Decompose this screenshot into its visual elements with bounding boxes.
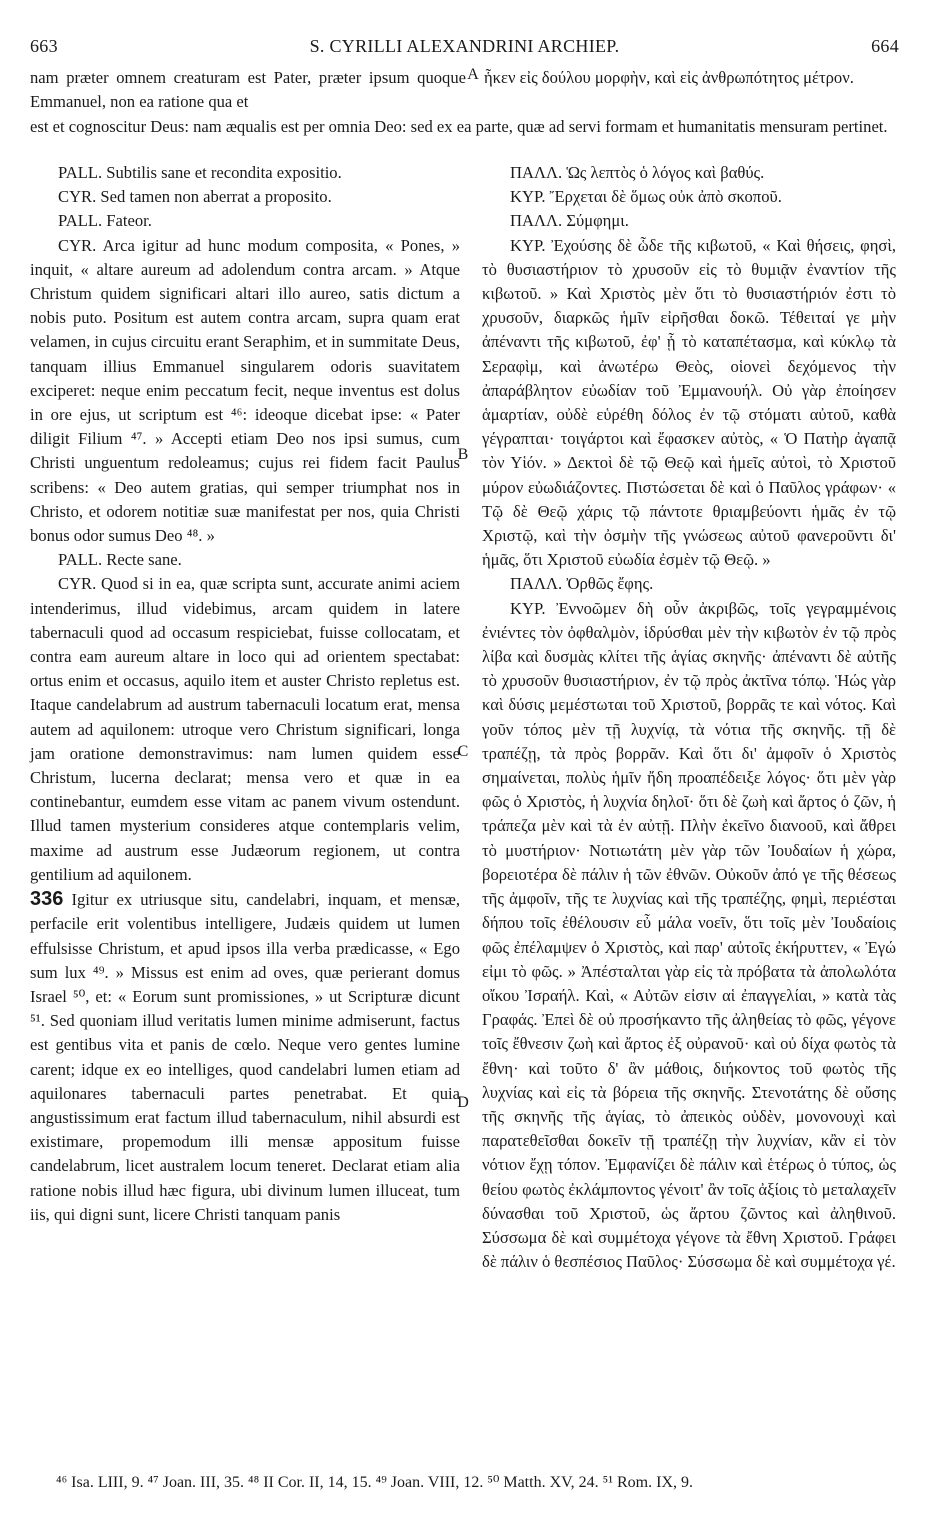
margin-marker-d: D <box>457 1094 469 1111</box>
greek-paragraph: ΠΑΛΛ. Σύμφημι. <box>510 211 629 231</box>
greek-paragraph: ΠΑΛΛ. Ὡς λεπτὸς ὁ λόγος καὶ βαθύς. <box>510 163 765 182</box>
margin-marker-b: B <box>457 446 469 463</box>
margin-marker-a: A <box>467 66 479 83</box>
latin-paragraph: PALL. Recte sane. <box>58 550 182 570</box>
greek-column <box>482 161 896 1274</box>
latin-top-text: nam præter omnem creaturam est Pater, præter ipsum quoque Emmanuel, non ea ratione qua et <box>30 68 466 112</box>
latin-paragraph: CYR. Sed tamen non aberrat a proposito. <box>58 187 332 207</box>
latin-paragraph: PALL. Subtilis sane et recondita expositio. <box>58 163 342 182</box>
full-width-text: est et cognoscitur Deus: nam æqualis est per omnia Deo: sed ex ea parte, quæ ad servi formam et humanitatis mensuram pertinet. <box>30 117 888 136</box>
page-number-left: 663 <box>30 36 58 56</box>
margin-marker-c: C <box>457 743 469 760</box>
latin-column <box>30 161 460 1227</box>
greek-top-text: ἧκεν εἰς δούλου μορφὴν, καὶ εἰς ἀνθρωπότητος μέτρον. <box>484 68 854 87</box>
greek-column-top <box>484 66 896 90</box>
page-number-right: 664 <box>871 36 899 56</box>
running-header <box>30 36 899 62</box>
latin-paragraph: CYR. Quod si in ea, quæ scripta sunt, accurate animi aciem intenderimus, illud videbimus, arcam quidem in latere tabernaculi quod ad occasum respiciebat, fuisse collocatam, et contra eam aureum altare in loco qui ad orientem spectabat: ortus enim et occasus, aquilo item et auster Christo repletus est. Itaque candelabrum ad austrum tabernaculi locatum erat, mensa autem ad aquilonem: utroque vero Christum significari, longa jam oratione demonstravimus: nam lumen quidem esse Christum, lucerna declarat; mensa vero et quæ in ea continebantur, eumdem esse vitam ac panem vivum ostendunt. Illud tamen mysterium consideres atque contemplaris velim, maxime ad austrum esse Judæorum regionem, ut contra gentilium ad aquilonem. <box>30 574 460 884</box>
latin-paragraph-continued <box>30 887 460 1227</box>
latin-paragraph: PALL. Fateor. <box>58 211 152 231</box>
latin-column-top <box>30 66 466 114</box>
running-title: S. CYRILLI ALEXANDRINI ARCHIEP. <box>309 36 620 56</box>
edition-page-marker: 336 <box>30 888 64 911</box>
latin-paragraph-text: Igitur ex utriusque situ, candelabri, inquam, et mensæ, perfacile erit volentibus intelligere, Judæis quidem ut lumen effulsisse Christum, et apud ipsos illa verba prædicasse, « Ego sum lux ⁴⁹. » Missus est enim ad oves, quæ perierant domus Israel ⁵⁰, et: « Eorum sunt promissiones, » ut Scripturæ dicunt ⁵¹. Sed quoniam illud veritatis lumen minime admiserunt, factus est gentibus vita et panis de cœlo. Neque vero gentes lumine carent; idque ex eo intelliges, quod candelabri lumen etiam ad aquilonares tabernaculi partes penetrabat. Et quia angustissimum erat factum illud tabernaculum, nihil absurdi est existimare, propemodum illi mensæ appositum fuisse candelabrum, licet australem locum teneret. Declarat etiam alia ratione nobis illud hæc figura, ubi divinum lumen illuceat, tum iis, qui digni sunt, licere Christi tanquam panis <box>30 890 460 1224</box>
greek-paragraph: ΚΥΡ. Ἐχούσης δὲ ὧδε τῆς κιβωτοῦ, « Καὶ θήσεις, φησὶ, τὸ θυσιαστήριον τὸ χρυσοῦν εἰς τὸ θυμιᾷν ἐναντίον τῆς κιβωτοῦ. » Καὶ Χριστὸς μὲν ὅτι τὸ θυσιαστήριόν ἐστι τὸ χρυσοῦν, διαρκῶς ἡμῖν εἰρῆσθαι δοκῶ. Τέθειταί γε μὴν ἀπέναντι τῆς κιβωτοῦ, ἐφ' ᾗ τὸ καταπέτασμα, καὶ κύκλῳ τὰ Σεραφὶμ, καὶ ἀνωτέρω Θεὸς, οἱονεὶ δεχόμενος τὴν ἀπαράβλητον εὐωδίαν τοῦ Ἐμμανουήλ. Οὐ γὰρ ἐποίησεν ἁμαρτίαν, οὐδὲ εὑρέθη δόλος ἐν τῷ στόματι αὐτοῦ, καθὰ γέγραπται· τοιγάρτοι καὶ ἔφασκεν αὐτὸς, « Ὁ Πατὴρ ἀγαπᾷ τὸν Υἱόν. » Δεκτοὶ δὲ τῷ Θεῷ καὶ ἡμεῖς αὐτοὶ, τὸ Χριστοῦ μύρον εὐωδιάζοντες. Πιστώσεται δὲ καὶ ὁ Παῦλος γράφων· « Τῷ δὲ Θεῷ χάρις τῷ πάντοτε θριαμβεύοντι ἡμᾶς ἐν τῷ Χριστῷ, καὶ τὴν ὀσμὴν τῆς γνώσεως αὐτοῦ φανεροῦντι δι' ἡμᾶς, ὅτι Χριστοῦ εὐωδία ἐσμὲν τῷ Θεῷ. » <box>482 235 896 570</box>
greek-paragraph: ΠΑΛΛ. Ὀρθῶς ἔφης. <box>510 574 654 594</box>
greek-paragraph: ΚΥΡ. Ἔρχεται δὲ ὅμως οὐκ ἀπὸ σκοποῦ. <box>510 187 782 207</box>
full-width-continuation <box>30 115 896 139</box>
latin-paragraph: CYR. Arca igitur ad hunc modum composita, « Pones, » inquit, « altare aureum ad adolendum contra arcam. » Atque Christum quidem significari altari illo aureo, satis dictum a nobis puto. Positum est autem contra arcam, supra quam erat velamen, in cujus circuitu erant Seraphim, et in summitate Deus, tanquam illius Emmanuel singularem odoris suavitatem exciperet: neque enim peccatum fecit, neque inventus est dolus in ore ejus, ut scriptum est ⁴⁶: ideoque dicebat ipse: « Pater diligit Filium ⁴⁷. » Accepti etiam Deo nos ipsi sumus, cum Christi unguentum redoleamus; cujus rei fidem facit Paulus scribens: « Deo autem gratias, qui semper triumphat nos in Christo, et odorem notitiæ suæ manifestat per nos, quia Christi bonus odor sumus Deo ⁴⁸. » <box>30 235 460 546</box>
greek-paragraph: ΚΥΡ. Ἐννοῶμεν δὴ οὖν ἀκριβῶς, τοῖς γεγραμμένοις ἐνιέντες τὸν ὀφθαλμὸν, ἱδρύσθαι μὲν τὴν κιβωτὸν ἐν τῷ πρὸς λίβα καὶ δυσμὰς κλίτει τῆς ἁγίας σκηνῆς· ἀπέναντι δὲ αὐτῆς τὸ χρυσοῦν θυσιαστήριον, ἐν τῷ πρὸς ἀκτῖνα τόπῳ. Ἡώς γὰρ καὶ δύσις μεμέστωται τοῦ Χριστοῦ, βορρᾶς τε καὶ νότος. Καὶ γοῦν τόπος μὲν τῇ λυχνίᾳ, τὰ νότια τῆς σκηνῆς. τῇ δὲ τραπέζῃ, τὰ πρὸς βορρᾶν. Καὶ ὅτι δι' ἀμφοῖν ὁ Χριστὸς σημαίνεται, πολὺς ἡμῖν ἤδη προαπέδειξε λόγος· ὅτι μὲν γὰρ φῶς ὁ Χριστὸς, ἡ λυχνία δηλοῖ· ὅτι δὲ ζωὴ καὶ ἄρτος ὁ ζῶν, ἡ τράπεζα μὲν καὶ τὰ ἐν αὐτῇ. Πλὴν ἐκεῖνο διανοοῦ, καὶ ἄθρει τὸ μυστήριον· Νοτιωτάτη μὲν γὰρ τῶν Ἰουδαίων ἡ χώρα, βορειοτέρα δὲ πάλιν ἡ τῶν ἐθνῶν. Οὐκοῦν ἀπό γε τῆς θέσεως τῆς ἀμφοῖν, τῆς τε λυχνίας καὶ τῆς τραπέζης, φημὶ, περιέσται δήπου τοῖς ἐθέλουσιν εὖ μάλα νοεῖν, ὅτι τοῖς μὲν Ἰουδαίοις φῶς ἐπέλαμψεν ὁ Χριστὸς, καὶ παρ' αὐτοῖς ἐκήρυττεν, « Ἐγώ εἰμι τὸ φῶς. » Ἀπέσταλται γὰρ εἰς τὰ πρόβατα τὰ ἀπολωλότα οἴκου Ἰσραήλ. Καὶ, « Αὐτῶν εἰσιν αἱ ἐπαγγελίαι, » κατὰ τὰς Γραφάς. Ἐπεὶ δὲ οὐ προσήκαντο τῆς ἀληθείας τὸ φῶς, γέγονε τοῖς ἔθνεσιν ζωὴ καὶ ἄρτος ἐξ οὐρανοῦ· καὶ οὐ δίχα φωτὸς τὰ ἔθνη· καὶ τοῦτο δ' ἂν μάθοις, διήκοντος τοῦ φωτὸς τῆς λυχνίας καὶ εἰς τὰ βόρεια τῆς σκηνῆς. Στενοτάτης δὲ οὔσης τῆς σκηνῆς τῆς ἁγίας, τὸ ἀπεικὸς οὐδὲν, μονονουχὶ καὶ παρατεθεῖσθαι δοκεῖν τῇ τραπέζῃ τὴν λυχνίαν, κἂν εἰ τὸν νότιον ἔχῃ τόπον. Ἐμφανίζει δὲ πάλιν καὶ ἑτέρως ὁ τύπος, ὡς θείου φωτὸς ἐκλάμποντος γένοιτ' ἂν τοῖς ἀξίοις τὸ μεταλαχεῖν δύνασθαι τοῦ Χριστοῦ, ὡς ἄρτου ζῶντος καὶ ἀληθινοῦ. Σύσσωμα δὲ καὶ συμμέτοχα γέγονε τὰ ἔθνη Χριστοῦ. Γράφει δὲ πάλιν ὁ θεσπέσιος Παῦλος· Σύσσωμα δὲ καὶ συμμέτοχα γέ. <box>482 598 896 1272</box>
footnotes: ⁴⁶ Isa. LIII, 9. ⁴⁷ Joan. III, 35. ⁴⁸ II Cor. II, 14, 15. ⁴⁹ Joan. VIII, 12. ⁵⁰ Matth. XV, 24. ⁵¹ Rom. IX, 9. <box>56 1474 693 1491</box>
